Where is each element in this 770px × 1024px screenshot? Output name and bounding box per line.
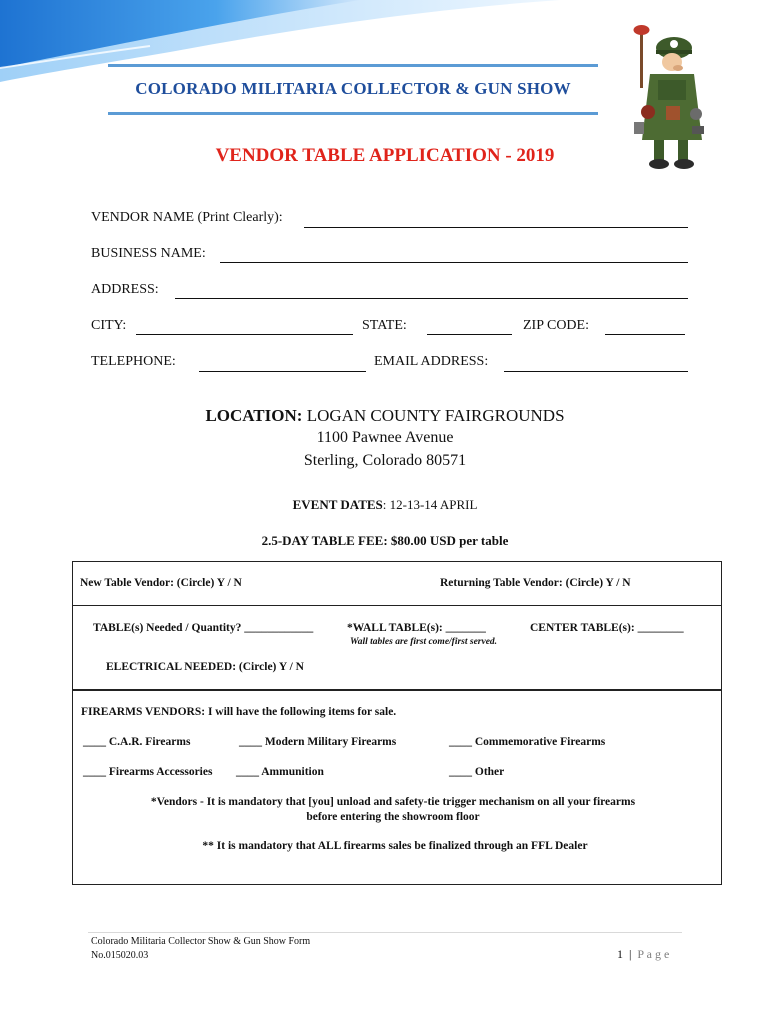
state-field[interactable] [427, 333, 512, 335]
new-vendor-option[interactable]: New Table Vendor: (Circle) Y / N [80, 577, 242, 589]
firearms-item-other[interactable]: ____ Other [449, 766, 505, 778]
firearms-item-modern-military[interactable]: ____ Modern Military Firearms [239, 736, 397, 748]
email-field[interactable] [504, 370, 688, 372]
vendor-name-label: VENDOR NAME (Print Clearly): [91, 210, 283, 225]
business-name-label: BUSINESS NAME: [91, 246, 206, 261]
location-label: LOCATION: [205, 406, 303, 425]
wall-tables-field[interactable]: *WALL TABLE(s): _______ [347, 622, 486, 634]
location-line [0, 406, 770, 426]
vendor-box-divider [73, 605, 721, 606]
application-title: VENDOR TABLE APPLICATION - 2019 [215, 145, 555, 166]
footer-rule [88, 932, 682, 933]
page-label: P a g e [637, 947, 670, 961]
location-name: LOGAN COUNTY FAIRGROUNDS [306, 406, 565, 425]
firearms-item-ammunition[interactable]: ____ Ammunition [236, 766, 324, 778]
unload-notice-line2: before entering the showroom floor [306, 811, 480, 823]
telephone-field[interactable] [199, 370, 366, 372]
zip-code-field[interactable] [605, 333, 685, 335]
state-label: STATE: [362, 318, 407, 333]
center-tables-field[interactable]: CENTER TABLE(s): ________ [530, 622, 684, 634]
firearms-item-accessories[interactable]: ____ Firearms Accessories [83, 766, 213, 778]
email-label: EMAIL ADDRESS: [374, 354, 489, 369]
event-dates [0, 497, 770, 513]
page-indicator: 1 | P a g e [617, 947, 670, 961]
page-number: 1 [617, 947, 623, 961]
tables-needed-field[interactable]: TABLE(s) Needed / Quantity? ____________ [93, 622, 314, 634]
event-dates-label: EVENT DATES [292, 497, 383, 512]
address-label: ADDRESS: [91, 282, 159, 297]
zip-code-label: ZIP CODE: [523, 318, 589, 333]
header-title: COLORADO MILITARIA COLLECTOR & GUN SHOW [135, 79, 571, 98]
table-fee: 2.5-DAY TABLE FEE: $80.00 USD per table [261, 533, 509, 548]
city-field[interactable] [136, 333, 353, 335]
location-city: Sterling, Colorado 80571 [303, 452, 467, 469]
returning-vendor-option[interactable]: Returning Table Vendor: (Circle) Y / N [440, 577, 631, 589]
unload-notice-line1: *Vendors - It is mandatory that [you] unload and safety-tie trigger mechanism on all your firearms [150, 796, 636, 808]
firearms-item-car[interactable]: ____ C.A.R. Firearms [83, 736, 191, 748]
business-name-field[interactable] [220, 261, 688, 263]
header-rule-bottom [108, 112, 598, 115]
footer-form-number: No.015020.03 [91, 950, 149, 961]
location-street: 1100 Pawnee Avenue [316, 429, 454, 446]
header-swoosh-decoration [0, 0, 560, 120]
address-field[interactable] [175, 297, 688, 299]
firearms-item-commemorative[interactable]: ____ Commemorative Firearms [449, 736, 606, 748]
event-dates-value: : 12-13-14 APRIL [382, 497, 478, 512]
footer-form-name: Colorado Militaria Collector Show & Gun Show Form [91, 936, 311, 947]
ffl-notice: ** It is mandatory that ALL firearms sales be finalized through an FFL Dealer [202, 840, 588, 852]
vendor-name-field[interactable] [304, 226, 688, 228]
header-rule-top [108, 64, 598, 67]
electrical-needed-option[interactable]: ELECTRICAL NEEDED: (Circle) Y / N [106, 661, 304, 673]
firearms-intro: FIREARMS VENDORS: I will have the following items for sale. [81, 706, 397, 718]
telephone-label: TELEPHONE: [91, 354, 176, 369]
firearms-vendors-box [72, 689, 722, 885]
wall-tables-note: Wall tables are first come/first served. [350, 637, 498, 647]
city-label: CITY: [91, 318, 127, 333]
